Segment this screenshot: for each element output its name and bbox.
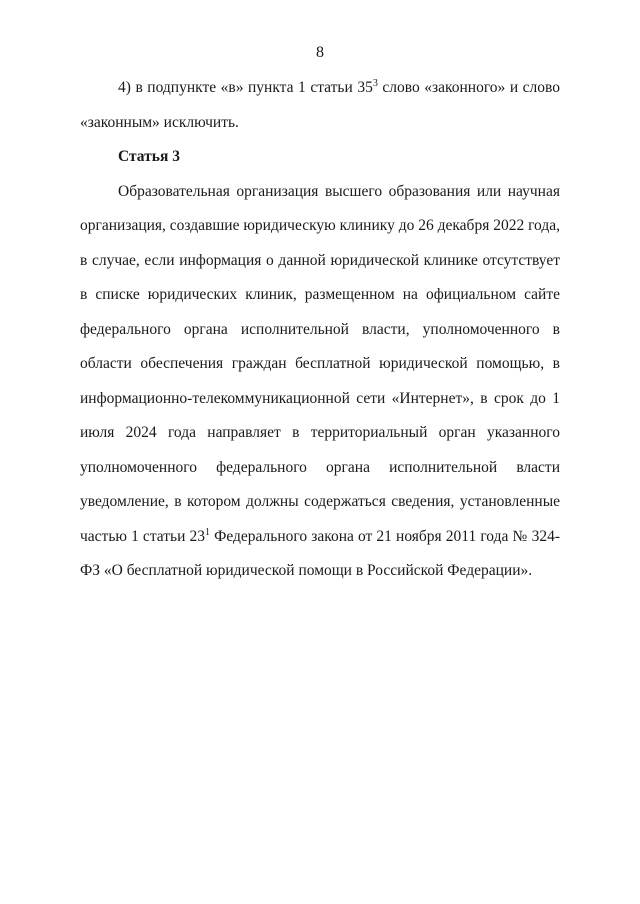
amendment-item-4-text-end: слово «законного» и слово «законным» исключить. xyxy=(80,79,560,131)
amendment-item-4-text-start: 4) в подпункте «в» пункта 1 статьи 35 xyxy=(118,79,373,96)
article-3-heading: Статья 3 xyxy=(118,148,180,165)
article-35-superscript: 3 xyxy=(372,77,378,89)
page-number: 8 xyxy=(316,44,324,61)
article-23-superscript: 1 xyxy=(205,526,210,538)
article-3-text-end: Федерального закона от 21 ноября 2011 года № 324-ФЗ «О бесплатной юридической помощи в Российской Федерации». xyxy=(80,527,560,579)
article-3-text-start: Образовательная организация высшего образования или научная организация, создавшие юридическую клинику до 26 декабря 2022 года, в случае, если информация о данной юридической клинике отсутствует в списке юридических клиник, размещенном на официальном сайте федерального органа исполнительной власти, уполномоченного в области обеспечения граждан бесплатной юридической помощью, в информационно-телекоммуникационной сети «Интернет», в срок до 1 июля 2024 года направляет в территориальный орган указанного уполномоченного федерального органа исполнительной власти уведомление, в котором должны содержаться сведения, установленные частью 1 статьи 23 xyxy=(80,182,560,545)
article-3-paragraph xyxy=(80,175,560,589)
document-body xyxy=(80,71,560,589)
amendment-item-4 xyxy=(80,71,560,140)
